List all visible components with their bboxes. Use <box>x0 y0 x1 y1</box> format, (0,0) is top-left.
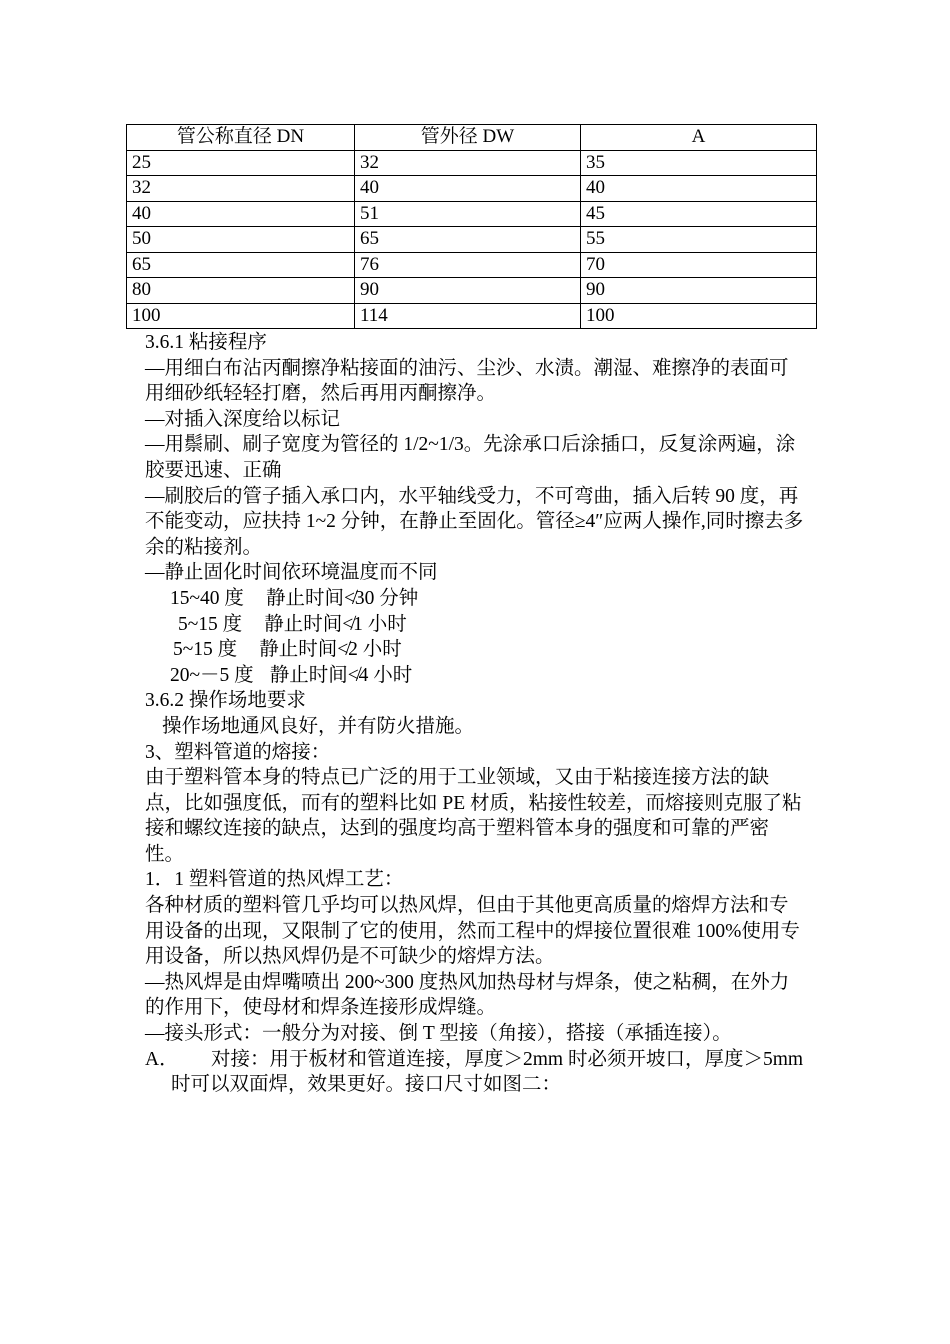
section-3-6-1-title: 3.6.1 粘接程序 <box>145 332 267 353</box>
table-cell: 90 <box>581 278 817 304</box>
section-1-1-title: 1．1 塑料管道的热风焊工艺： <box>145 869 404 891</box>
table-row <box>127 227 817 253</box>
table-cell: 35 <box>581 150 817 176</box>
table-row <box>127 176 817 202</box>
table-cell: 40 <box>355 176 581 202</box>
table-cell: 40 <box>127 201 355 227</box>
paragraph: —对插入深度给以标记 <box>145 408 341 430</box>
table-cell: 50 <box>127 227 355 253</box>
cure-temp: 15~40 度 <box>170 587 244 609</box>
table-cell: 45 <box>581 201 817 227</box>
table-row <box>127 278 817 304</box>
paragraph: 由于塑料管本身的特点已广泛的用于工业领域，又由于粘接连接方法的缺点，比如强度低，而有的塑料比如 PE 材质，粘接性较差，而熔接则克服了粘接和螺纹连接的缺点，达到的强度均高于塑料管本身的强度和可靠的严密性。 <box>145 767 802 865</box>
table-cell: 25 <box>127 150 355 176</box>
header-nominal-diameter: 管公称直径 DN <box>127 125 355 151</box>
cure-time-line <box>145 663 807 689</box>
table-cell: 80 <box>127 278 355 304</box>
section-3-6-2-title: 3.6.2 操作场地要求 <box>145 690 306 712</box>
table-cell: 65 <box>355 227 581 253</box>
cure-time-line <box>145 637 807 663</box>
table-row <box>127 303 817 329</box>
table-cell: 70 <box>581 252 817 278</box>
cure-time: 静止时间≮2 小时 <box>259 639 402 661</box>
list-item-a <box>145 1047 807 1098</box>
paragraph: —热风焊是由焊嘴喷出 200~300 度热风加热母材与焊条，使之粘稠，在外力的作用下，使母材和焊条连接形成焊缝。 <box>145 971 790 1019</box>
cure-time: 静止时间≮1 小时 <box>264 613 407 635</box>
paragraph: 各种材质的塑料管几乎均可以热风焊，但由于其他更高质量的熔焊方法和专用设备的出现，又限制了它的使用，然而工程中的焊接位置很难 100%使用专用设备，所以热风焊仍是不可缺少的熔焊方法。 <box>145 895 800 968</box>
table-cell: 51 <box>355 201 581 227</box>
cure-time-line <box>145 612 807 638</box>
header-outer-diameter: 管外径 DW <box>355 125 581 151</box>
section-3-title: 3、塑料管道的熔接： <box>145 741 331 763</box>
cure-time: 静止时间≮4 小时 <box>269 664 413 686</box>
table-row <box>127 150 817 176</box>
cure-temp: 5~15 度 <box>178 613 243 635</box>
cure-time: 静止时间≮30 分钟 <box>265 587 419 609</box>
cure-temp: 5~15 度 <box>173 639 238 661</box>
table-cell: 100 <box>581 303 817 329</box>
table-cell: 76 <box>355 252 581 278</box>
table-cell: 100 <box>127 303 355 329</box>
table-header-row <box>127 125 817 151</box>
table-cell: 40 <box>581 176 817 202</box>
paragraph: —用细白布沾丙酮擦净粘接面的油污、尘沙、水渍。潮湿、难擦净的表面可用细砂纸轻轻打磨，然后再用丙酮擦净。 <box>145 357 789 405</box>
cure-time-line <box>145 586 807 612</box>
list-item-label: A． <box>145 1048 179 1070</box>
paragraph: —用鬃刷、刷子宽度为管径的 1/2~1/3。先涂承口后涂插口，反复涂两遍，涂胶要迅速、正确 <box>145 434 796 481</box>
paragraph: —刷胶后的管子插入承口内，水平轴线受力，不可弯曲，插入后转 90 度，再不能变动，应扶持 1~2 分钟，在静止至固化。管径≥4″应两人操作,同时擦去多余的粘接剂。 <box>145 485 804 558</box>
table-cell: 114 <box>355 303 581 329</box>
paragraph: —静止固化时间依环境温度而不同 <box>145 562 438 584</box>
table-cell: 55 <box>581 227 817 253</box>
table-row <box>127 252 817 278</box>
table-cell: 90 <box>355 278 581 304</box>
pipe-dimension-table <box>126 124 817 329</box>
table-row <box>127 201 817 227</box>
body-text <box>145 330 807 1098</box>
table-cell: 32 <box>355 150 581 176</box>
paragraph: —接头形式：一般分为对接、倒 T 型接（角接），搭接（承插连接）。 <box>145 1023 732 1045</box>
table-cell: 65 <box>127 252 355 278</box>
paragraph: 操作场地通风良好，并有防火措施。 <box>162 715 475 737</box>
cure-temp: 20~－5 度 <box>170 664 254 686</box>
list-item-text: 对接：用于板材和管道连接，厚度＞2mm 时必须开坡口，厚度＞5mm 时可以双面焊，效果更好。接口尺寸如图二： <box>171 1048 804 1096</box>
header-a: A <box>581 125 817 151</box>
table-cell: 32 <box>127 176 355 202</box>
